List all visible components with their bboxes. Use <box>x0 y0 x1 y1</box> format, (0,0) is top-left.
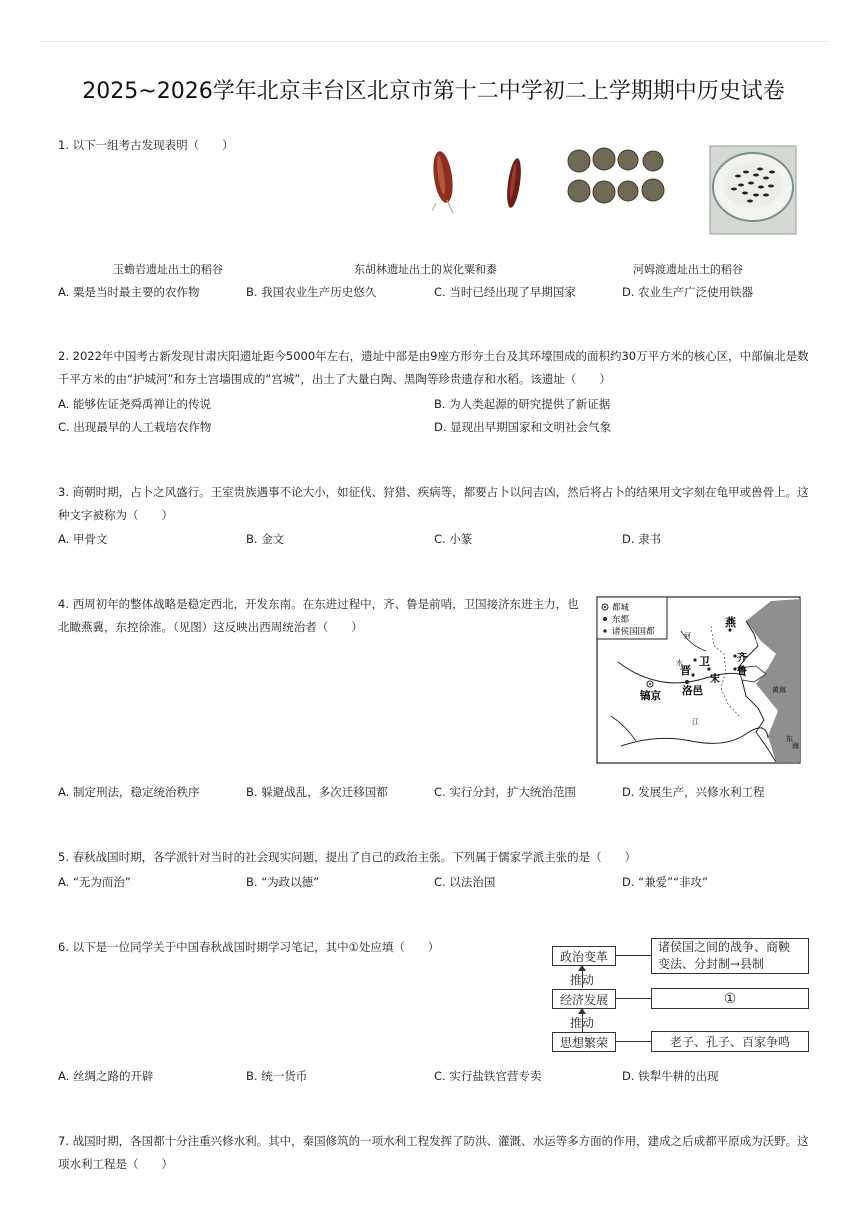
map-label-shui: 水 <box>676 659 683 667</box>
thought-prosperity-box: 思想繁荣 <box>552 1032 616 1052</box>
photo-caption: 河姆渡遗址出土的稻谷 <box>633 263 743 276</box>
option-c[interactable]: C. 实行盐铁官营专卖 <box>434 1069 542 1083</box>
option-d[interactable]: D. 隶书 <box>622 532 662 546</box>
map-label-he: 河 <box>684 632 691 640</box>
map-label-donghai-2: 海 <box>792 742 799 750</box>
photo-caption: 东胡林遗址出土的炭化粟和黍 <box>354 263 497 276</box>
push-label: 推动 <box>570 973 595 987</box>
hemudu-rice-photo <box>710 146 796 234</box>
map-label-jin: 晋 <box>680 664 691 677</box>
archaeology-photos <box>420 145 810 245</box>
map-label-bohai-2: 海 <box>760 645 767 653</box>
map-label-bohai-1: 渤 <box>753 638 760 646</box>
question-stem-line: 千平方米的由“护城河”和夯土宫墙围成的“宫城”，出土了大量白陶、黑陶等珍贵遗存和水稻。该遗址（ ） <box>58 372 611 386</box>
option-c[interactable]: C. 小篆 <box>434 532 473 546</box>
question-stem-line: 4. 西周初年的整体战略是稳定西北，开发东南。在东进过程中，齐、鲁是前哨，卫国接济东进主力，也 <box>58 597 579 611</box>
question-stem-line: 北瞰燕冀，东控徐淮。（见图）这反映出西周统治者（ ） <box>58 620 363 634</box>
option-a[interactable]: A. 甲骨文 <box>58 532 108 546</box>
photo-caption: 玉蟾岩遗址出土的稻谷 <box>113 263 223 276</box>
option-a[interactable]: A. 丝绸之路的开辟 <box>58 1069 154 1083</box>
rice-grain-photo <box>505 157 524 208</box>
map-label-luoyi: 洛邑 <box>682 685 703 697</box>
map-label-lu: 鲁 <box>737 666 747 677</box>
option-a[interactable]: A. 能够佐证尧舜禹禅让的传说 <box>58 397 211 411</box>
option-d[interactable]: D. 发展生产，兴修水利工程 <box>622 785 765 799</box>
option-b[interactable]: B. “为政以德” <box>246 875 320 889</box>
question-stem-line: 3. 商朝时期，占卜之风盛行。王室贵族遇事不论大小，如征伐、狩猎、疾病等，都要占卜以问吉凶，然后将占卜的结果用文字刻在龟甲或兽骨上。这 <box>58 485 809 499</box>
political-detail-box <box>651 938 809 974</box>
option-a[interactable]: A. 制定刑法，稳定统治秩序 <box>58 785 200 799</box>
question-stem-line: 7. 战国时期，各国都十分注重兴修水利。其中，秦国修筑的一项水利工程发挥了防洪、灌溉、水运等多方面的作用，建成之后成都平原成为沃野。这 <box>58 1134 809 1148</box>
option-c[interactable]: C. 实行分封，扩大统治范围 <box>434 785 576 799</box>
option-c[interactable]: C. 出现最早的人工栽培农作物 <box>58 420 212 434</box>
map-legend-fief-capital: 诸侯国国都 <box>612 627 655 637</box>
link-line <box>615 998 651 999</box>
option-b[interactable]: B. 为人类起源的研究提供了新证据 <box>434 397 611 411</box>
option-b[interactable]: B. 我国农业生产历史悠久 <box>246 285 377 299</box>
map-label-huanghai-2: 海 <box>779 686 786 694</box>
map-label-wei: 卫 <box>699 655 710 668</box>
map-label-huanghai-1: 黄 <box>772 686 779 694</box>
link-line <box>615 955 651 956</box>
option-a[interactable]: A. 粟是当时最主要的农作物 <box>58 285 200 299</box>
map-label-qi: 齐 <box>737 653 747 664</box>
option-d[interactable]: D. 显现出早期国家和文明社会气象 <box>434 420 612 434</box>
push-label: 推动 <box>570 1016 595 1030</box>
millet-grains-photo <box>568 148 664 203</box>
question-stem-line: 种文字被称为（ ） <box>58 508 173 522</box>
option-b[interactable]: B. 统一货币 <box>246 1069 308 1083</box>
question-stem-line: 项水利工程是（ ） <box>58 1157 173 1171</box>
thought-detail-box: 老子、孔子、百家争鸣 <box>651 1031 809 1052</box>
map-label-jiang: 江 <box>692 718 699 726</box>
map-legend-east-capital: 东都 <box>612 615 630 625</box>
option-a[interactable]: A. “无为而治” <box>58 875 131 889</box>
rice-grain-photo <box>430 150 455 213</box>
page-title: 2025~2026学年北京丰台区北京市第十二中学初二上学期期中历史试卷 <box>82 79 785 104</box>
option-b[interactable]: B. 金文 <box>246 532 285 546</box>
option-d[interactable]: D. 铁犁牛耕的出现 <box>622 1069 719 1083</box>
question-stem-line: 2. 2022年中国考古新发现甘肃庆阳遗址距今5000年左右，遗址中部是由9座方形夯土台及其环壕围成的面积约30万平方米的核心区，中部偏北是数 <box>58 349 809 363</box>
map-legend-capital: 都城 <box>612 603 630 613</box>
economic-development-box: 经济发展 <box>552 989 616 1009</box>
map-label-yan: 燕 <box>725 616 736 629</box>
political-detail-line: 诸侯国之间的战争、商鞅 <box>658 940 791 954</box>
option-d[interactable]: D. 农业生产广泛使用铁器 <box>622 285 754 299</box>
map-label-haojing: 镐京 <box>640 690 661 702</box>
political-change-box: 政治变革 <box>552 946 616 966</box>
political-detail-line: 变法、分封制→县制 <box>658 957 765 971</box>
link-line <box>615 1041 651 1042</box>
option-b[interactable]: B. 躲避战乱，多次迁移国都 <box>246 785 388 799</box>
map-label-song: 宋 <box>710 674 720 685</box>
option-d[interactable]: D. “兼爱”“非攻” <box>622 875 708 889</box>
western-zhou-map <box>596 596 801 764</box>
header-rule <box>40 41 827 42</box>
option-c[interactable]: C. 以法治国 <box>434 875 496 889</box>
blank-1-box: ① <box>651 988 809 1009</box>
question-stem: 1. 以下一组考古发现表明（ ） <box>58 138 234 152</box>
question-stem: 6. 以下是一位同学关于中国春秋战国时期学习笔记，其中①处应填（ ） <box>58 940 440 954</box>
map-label-donghai-1: 东 <box>786 735 793 743</box>
question-stem: 5. 春秋战国时期，各学派针对当时的社会现实问题，提出了自己的政治主张。下列属于儒家学派主张的是（ ） <box>58 850 637 864</box>
option-c[interactable]: C. 当时已经出现了早期国家 <box>434 285 576 299</box>
